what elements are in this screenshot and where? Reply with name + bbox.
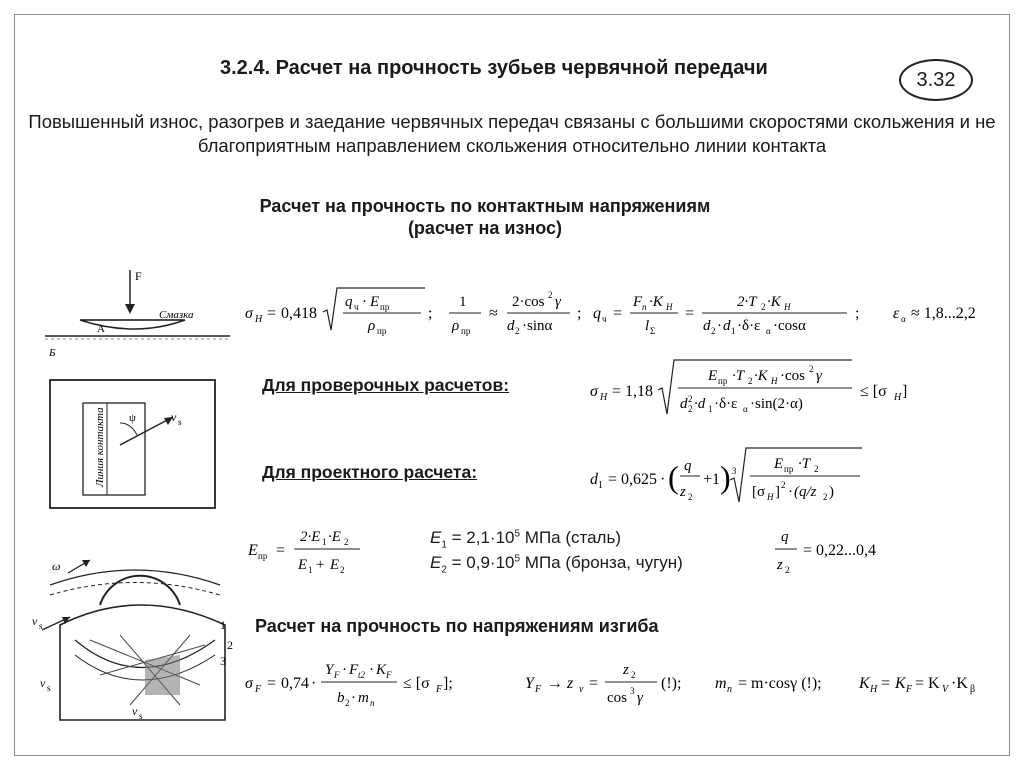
vs-label-2: v	[32, 614, 38, 628]
svg-text:=: =	[612, 383, 622, 400]
mn: m	[715, 675, 727, 692]
bend-yf-sub: F	[334, 670, 340, 680]
point-a-label: А	[97, 323, 105, 335]
check-le-sub: H	[894, 392, 902, 403]
e-pr: E	[370, 294, 380, 310]
vs-sub-3: s	[47, 683, 51, 693]
svg-text:2: 2	[688, 394, 693, 404]
q-ch-2: q	[593, 305, 601, 322]
eps-range: ≈ 1,8...2,2	[911, 305, 976, 322]
contact-section-heading	[175, 195, 795, 239]
design-plus1: +1	[703, 471, 721, 488]
bend-mn-sub: n	[370, 698, 375, 708]
check-num-e-sub: пр	[718, 376, 728, 386]
svg-text:2: 2	[688, 492, 693, 502]
rho-pr: ρ	[368, 318, 376, 334]
svg-text:2: 2	[340, 565, 345, 575]
e2-value: = 0,9·10	[451, 553, 515, 572]
bend-mn: m	[358, 690, 369, 706]
design-den-sub: H	[767, 492, 774, 502]
svg-text:;: ;	[577, 305, 582, 322]
svg-text:·: ·	[660, 471, 666, 488]
t2: 2·T	[737, 294, 757, 310]
svg-text:1: 1	[322, 537, 327, 547]
svg-text:2: 2	[814, 464, 819, 474]
check-num-e: E	[708, 368, 718, 384]
zv-z2: z	[623, 662, 629, 678]
e2-symbol: E	[430, 553, 442, 572]
kf: K	[895, 675, 906, 692]
check-calc-label: Для проверочных расчетов:	[262, 375, 510, 395]
fn: F	[633, 294, 643, 310]
svg-text:1: 1	[459, 294, 467, 310]
svg-text:2: 2	[548, 290, 553, 300]
svg-text:];: ];	[443, 675, 453, 692]
svg-text:1: 1	[598, 480, 603, 491]
mn-eq: = m·cosγ (!);	[738, 675, 822, 692]
bend-ft2-sub: t2	[358, 670, 366, 680]
contact-heading-line1: Расчет на прочность по контактным напряжениям	[259, 196, 711, 216]
check-eps-sub: α	[743, 404, 748, 414]
design-e-sub: пр	[784, 464, 794, 474]
svg-text:]: ]	[902, 383, 908, 400]
check-sin: ·sin(2·α)	[750, 396, 803, 412]
svg-text:]: ]	[775, 484, 780, 500]
svg-text:·: ·	[342, 662, 347, 678]
kbeta: ·K	[951, 675, 968, 692]
fn-sub: n	[642, 302, 647, 312]
contact-heading-line2: (расчет на износ)	[407, 218, 563, 238]
rho-pr-2: ρ	[452, 318, 460, 334]
rho-pr-sub: пр	[377, 326, 387, 336]
svg-text:2: 2	[515, 326, 520, 336]
den-d2: d	[703, 318, 711, 334]
q-ch-sub: ч	[354, 302, 359, 312]
kf-sub: F	[906, 684, 913, 695]
check-sigma-sub: H	[600, 392, 608, 403]
design-calc-label: Для проектного расчета:	[262, 462, 478, 482]
svg-text:=: =	[589, 675, 599, 692]
omega-label: ω	[52, 559, 61, 573]
svg-text:≈: ≈	[489, 305, 498, 322]
design-q: q	[684, 458, 692, 474]
svg-text:·: ·	[311, 675, 317, 692]
svg-text:2: 2	[631, 670, 636, 680]
lubricant-label: Смазка	[159, 309, 194, 321]
epr-formula	[248, 515, 408, 585]
check-gamma: γ	[816, 368, 822, 384]
contact-line-figure	[45, 375, 225, 515]
qz-ratio	[767, 515, 947, 585]
eps-sub: α	[901, 314, 906, 324]
sigma-f-sub: F	[255, 684, 262, 695]
svg-text:·T: ·T	[798, 456, 811, 472]
svg-text:·K: ·K	[754, 368, 768, 384]
yf2: Y	[525, 675, 534, 692]
vs-sub-2: s	[39, 621, 43, 631]
e1-line: $E_1 = 2,1\cdot 10^5$ МПа (сталь)	[430, 528, 621, 551]
svg-text:·: ·	[717, 318, 722, 334]
bend-le: ≤ [σ	[403, 675, 430, 692]
svg-text:·: ·	[369, 662, 374, 678]
slide-number-badge: 3.32	[899, 59, 973, 101]
svg-text:2: 2	[823, 492, 828, 502]
qz-q: q	[781, 529, 789, 545]
l-sigma: l	[645, 318, 650, 334]
bend-kf-sub: F	[386, 670, 392, 680]
bend-yf: Y	[325, 662, 334, 678]
check-calc-formula	[590, 352, 990, 432]
svg-text:=: =	[267, 305, 277, 322]
e1-unit: МПа (сталь)	[520, 528, 621, 547]
design-e: E	[774, 456, 784, 472]
label-2: 2	[227, 638, 233, 652]
svg-text:=: =	[608, 471, 618, 488]
bend-kf: K	[376, 662, 387, 678]
check-delta-eps: ·δ·ε	[714, 396, 738, 412]
svg-text:2: 2	[711, 326, 716, 336]
bending-heading: Расчет на прочность по напряжениям изгиба	[255, 616, 659, 636]
svg-text:2: 2	[785, 565, 790, 575]
svg-text:2: 2	[761, 302, 766, 312]
sigma-f-coef: 0,74	[281, 675, 309, 692]
kh: K	[859, 675, 870, 692]
zv-gamma: γ	[637, 690, 643, 706]
bend-b2: b	[337, 690, 345, 706]
epr-num-2e1: 2·E	[300, 529, 321, 545]
bend-ft2: F	[349, 662, 359, 678]
svg-text:2: 2	[748, 376, 753, 386]
svg-text:·: ·	[362, 294, 367, 310]
den-delta-eps: ·δ·ε	[737, 318, 761, 334]
svg-text:1: 1	[731, 326, 736, 336]
svg-text:=: =	[613, 305, 623, 322]
epr-den-e2: E	[330, 557, 340, 573]
eps: ε	[893, 305, 900, 322]
slide	[14, 14, 1010, 756]
qz-range: = 0,22...0,4	[803, 542, 877, 559]
worm-wheel-figure	[30, 545, 240, 735]
svg-text:=: =	[267, 675, 277, 692]
svg-text:2: 2	[344, 537, 349, 547]
t2-kh-sub: H	[784, 302, 791, 312]
kh-sub: H	[870, 684, 878, 695]
l-sigma-sub: Σ	[650, 326, 656, 336]
svg-text:1: 1	[708, 404, 713, 414]
point-b-label: Б	[49, 347, 56, 359]
svg-text:V: V	[942, 684, 949, 695]
check-coef: 1,18	[625, 383, 653, 400]
contact-stress-formulas	[245, 280, 995, 350]
design-coef: 0,625	[621, 471, 657, 488]
e2-line: $E_2 = 0,9\cdot 10^5$ МПа (бронза, чугун)	[430, 553, 683, 576]
kv: = K	[915, 675, 940, 692]
epr-e: E	[248, 542, 258, 559]
svg-text:=: =	[881, 675, 891, 692]
den-cos: ·cosα	[773, 318, 806, 334]
force-label: F	[135, 269, 142, 283]
zv-excl: (!);	[661, 675, 682, 692]
e-pr-sub: пр	[380, 302, 390, 312]
zv-sub: v	[579, 684, 584, 695]
svg-text:1: 1	[308, 565, 313, 575]
gamma: γ	[555, 294, 561, 310]
vs-label-1: v	[171, 410, 177, 424]
check-le: ≤ [σ	[860, 383, 887, 400]
label-1: 1	[220, 618, 226, 632]
mn-sub: n	[727, 684, 732, 695]
e1-symbol: E	[430, 528, 442, 547]
cos2g: 2·cos	[512, 294, 545, 310]
bending-formulas	[245, 650, 1005, 720]
den-eps-sub: α	[766, 326, 771, 336]
svg-text:·T: ·T	[732, 368, 745, 384]
den-d1: d	[723, 318, 731, 334]
rho-pr-sub-2: пр	[461, 326, 471, 336]
kbeta-sub: β	[970, 684, 976, 695]
intro-text: Повышенный износ, разогрев и заедание червячных передач связаны с большими скоростями скольжения и не благоприятным направлением скольжения относительно линии контакта	[28, 111, 996, 156]
design-d1: d	[590, 471, 598, 488]
yf2-sub: F	[535, 684, 542, 695]
fn-kh: ·K	[649, 294, 663, 310]
sigma-h-coef: 0,418	[281, 305, 317, 322]
contact-pressure-figure	[35, 260, 235, 360]
design-calc-formula	[590, 440, 990, 520]
sin-alpha: ·sinα	[522, 318, 553, 334]
label-3: 3	[220, 654, 226, 668]
page-title: 3.2.4. Расчет на прочность зубьев червячной передачи	[220, 57, 768, 79]
vs-sub-1: s	[178, 417, 182, 427]
svg-text:3: 3	[630, 686, 635, 696]
e1-pow: 5	[514, 528, 521, 540]
svg-text:·d: ·d	[694, 396, 706, 412]
contact-line-label: Линия контакта	[94, 407, 106, 487]
svg-text:cos: cos	[607, 690, 627, 706]
e2-unit: МПа (бронза, чугун)	[520, 553, 683, 572]
svg-text:): )	[720, 459, 731, 495]
svg-text:2: 2	[345, 698, 350, 708]
svg-text:): )	[829, 484, 834, 500]
e2-pow: 5	[514, 553, 521, 565]
check-kh-sub: H	[771, 376, 778, 386]
svg-text:·: ·	[351, 690, 356, 706]
sub-h: H	[255, 314, 263, 325]
check-sigma: σ	[590, 383, 598, 400]
design-z2: z	[680, 484, 686, 500]
vs-sub-4: s	[139, 711, 143, 721]
epr-den-e1: E	[298, 557, 308, 573]
design-qz2: (q/z	[794, 484, 817, 500]
epr-sub: пр	[258, 551, 268, 561]
q-ch: q	[345, 294, 353, 310]
vs-label-4: v	[132, 704, 138, 718]
svg-text:2: 2	[781, 480, 786, 490]
vs-label-3: v	[40, 676, 46, 690]
t2-kh: ·K	[767, 294, 781, 310]
svg-text:·cos: ·cos	[780, 368, 805, 384]
sigma-h: σ	[245, 305, 253, 322]
bend-le-sub: F	[436, 684, 443, 695]
fn-kh-sub: H	[666, 302, 673, 312]
svg-text:(: (	[668, 459, 679, 495]
svg-text:;: ;	[855, 305, 860, 322]
svg-text:;: ;	[428, 305, 433, 322]
zv: → z	[547, 675, 574, 692]
svg-text:+: +	[316, 557, 325, 573]
qz-z: z	[777, 557, 783, 573]
e1-value: = 2,1·10	[451, 528, 515, 547]
design-den-sigma: [σ	[752, 484, 766, 500]
q-ch-sub-2: ч	[602, 314, 607, 324]
svg-text:d: d	[680, 396, 688, 412]
svg-text:2: 2	[809, 364, 814, 374]
svg-text:2: 2	[688, 404, 693, 414]
sigma-f: σ	[245, 675, 253, 692]
psi-label: ψ	[129, 412, 136, 424]
svg-text:·E: ·E	[328, 529, 341, 545]
svg-text:=: =	[685, 305, 695, 322]
svg-text:·: ·	[788, 484, 793, 500]
design-cube: 3	[732, 466, 737, 476]
d2: d	[507, 318, 515, 334]
svg-text:=: =	[276, 542, 286, 559]
